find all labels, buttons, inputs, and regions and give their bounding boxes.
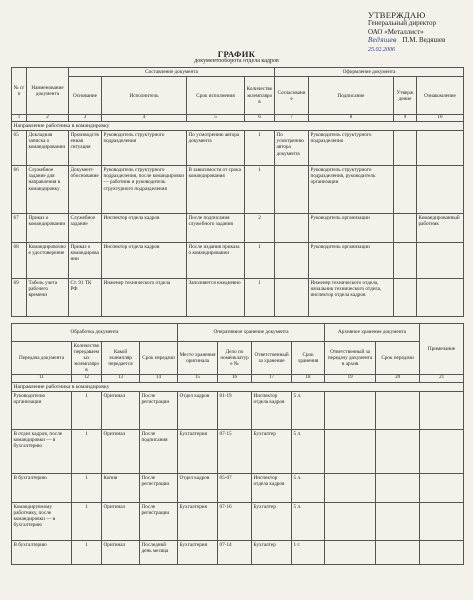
cell: Инженер технического отдела, начальник технического отдела, инспектор отдела кадров (309, 279, 394, 317)
group-operational: Оперативное хранение документа (178, 324, 325, 342)
cell: Копия (102, 473, 140, 502)
col-approval: Утверждение (394, 77, 417, 115)
cell: Инспектор отдела кадров (252, 391, 292, 429)
cell (394, 166, 417, 214)
cell (325, 540, 376, 564)
column-number: 16 (218, 375, 252, 382)
column-number: 5 (187, 115, 245, 122)
col-storage-term: Срок хранения (292, 342, 325, 375)
column-number: 10 (417, 115, 464, 122)
table-row (12, 243, 464, 279)
column-number: 2 (27, 115, 69, 122)
cell: 5 л. (292, 473, 325, 502)
column-number: 12 (72, 375, 102, 382)
column-numbers-row (12, 115, 464, 122)
cell: Последний день месяца (140, 540, 178, 564)
approval-heading: УТВЕРЖДАЮ (368, 10, 426, 20)
section-title: Направление работника в командировку (12, 382, 464, 391)
column-number: 1 (12, 115, 27, 122)
table-row (12, 540, 464, 564)
col-no: № п/п (12, 68, 27, 115)
col-executor: Исполнитель (102, 77, 187, 115)
cell: Приказ о командировании (69, 243, 102, 279)
cell (417, 279, 464, 317)
cell: Командировочное удостоверение (27, 243, 69, 279)
col-transfer: Передача документа (12, 342, 72, 375)
cell (325, 502, 376, 540)
handwritten-signature: Ведяшев (368, 37, 397, 45)
approval-name: П.М. Ведяшев (402, 36, 446, 45)
approval-date: 25.02.2006 (368, 46, 395, 53)
cell: Бухгалтерия (178, 540, 218, 564)
col-which-copy: Какой экземпляр передается (102, 342, 140, 375)
cell (376, 473, 420, 502)
cell: 07-15 (218, 429, 252, 473)
cell: Оригинал (102, 502, 140, 540)
column-number: 18 (292, 375, 325, 382)
schedule-table-top (11, 67, 464, 317)
document-title: ГРАФИК (217, 49, 256, 59)
col-archive-responsible: Ответственный за передачу документа в архив (325, 342, 376, 375)
col-doc-name: Наименование документа (27, 68, 69, 115)
cell (420, 391, 464, 429)
column-number: 20 (376, 375, 420, 382)
col-copies: Количество экземпляров (245, 77, 275, 115)
cell: 1 (72, 540, 102, 564)
cell: 07-16 (218, 502, 252, 540)
cell: После подписания служебного задания (187, 214, 245, 243)
cell: Руководитель структурного подразделения (102, 131, 187, 166)
cell: Бухгалтерия (178, 429, 218, 473)
cell (275, 214, 309, 243)
cell: В отдел кадров, после командировки — в бухгалтерию (12, 429, 72, 473)
cell: Оригинал (102, 429, 140, 473)
column-number: 4 (102, 115, 187, 122)
cell: Руководитель структурного подразделения, руководитель организации (309, 166, 394, 214)
cell (420, 473, 464, 502)
cell (417, 166, 464, 214)
cell: Докладная записка о командировании (27, 131, 69, 166)
table-row (12, 279, 464, 317)
table-row (12, 502, 464, 540)
column-number: 6 (245, 115, 275, 122)
column-number: 14 (140, 375, 178, 382)
cell: 66 (12, 166, 27, 214)
cell: Отдел кадров (178, 391, 218, 429)
group-compose: Составление документа (69, 68, 275, 77)
cell: 1 (245, 243, 275, 279)
cell: 05-07 (218, 473, 252, 502)
cell: Оригинал (102, 540, 140, 564)
cell: 5 л. (292, 502, 325, 540)
column-number: 11 (12, 375, 72, 382)
table-row (12, 131, 464, 166)
col-familiarize: Ознакомление (417, 77, 464, 115)
approval-position: Генеральный директор (368, 19, 436, 28)
cell: Инженер технического отдела (102, 279, 187, 317)
cell (394, 243, 417, 279)
approval-company: ОАО «Металлист» (368, 27, 424, 36)
group-processing: Обработка документа (12, 324, 178, 342)
schedule-table-bottom (11, 323, 464, 565)
column-number: 17 (252, 375, 292, 382)
cell (325, 391, 376, 429)
cell (275, 166, 309, 214)
column-numbers-row (12, 375, 464, 382)
cell: 1 (72, 502, 102, 540)
col-deadline: Срок исполнения (187, 77, 245, 115)
cell: Оригинал (102, 391, 140, 429)
cell: 5 л. (292, 429, 325, 473)
cell: 67 (12, 214, 27, 243)
table-row (12, 429, 464, 473)
cell (376, 391, 420, 429)
cell (394, 279, 417, 317)
column-number: 8 (309, 115, 394, 122)
column-number: 9 (394, 115, 417, 122)
cell: Служебное задание для направления в командировку (27, 166, 69, 214)
col-responsible: Ответственный за хранение (252, 342, 292, 375)
cell: После регистрации (140, 391, 178, 429)
cell (420, 502, 464, 540)
table-row (12, 166, 464, 214)
cell: 1 г. (292, 540, 325, 564)
cell (417, 131, 464, 166)
cell: 1 (245, 279, 275, 317)
cell: Руководитель организации (309, 243, 394, 279)
cell: Бухгалтер (252, 502, 292, 540)
table-row (12, 473, 464, 502)
cell: Инспектор отдела кадров (252, 473, 292, 502)
cell: Руководитель организации (309, 214, 394, 243)
cell: В бухгалтерию (12, 540, 72, 564)
cell (420, 429, 464, 473)
column-number: 21 (420, 375, 464, 382)
column-number: 13 (102, 375, 140, 382)
cell: Командированный работник (417, 214, 464, 243)
cell: По усмотрению автора документа (187, 131, 245, 166)
cell: Ст. 91 ТК РФ (69, 279, 102, 317)
cell: 1 (72, 473, 102, 502)
column-number: 15 (178, 375, 218, 382)
col-qty: Количество передаваемых экземпляров (72, 342, 102, 375)
cell (376, 429, 420, 473)
cell: Руководитель структурного подразделения, после командировки — работник и руководитель структурного подразделения (102, 166, 187, 214)
col-note: Примечание (420, 324, 464, 375)
cell: Руководителю организации (12, 391, 72, 429)
table-row (12, 391, 464, 429)
cell: 5 л. (292, 391, 325, 429)
col-archive-term: Срок передачи (376, 342, 420, 375)
cell: В зависимости от срока командирования (187, 166, 245, 214)
cell (275, 243, 309, 279)
cell: 1 (72, 429, 102, 473)
cell: 65 (12, 131, 27, 166)
cell (394, 214, 417, 243)
group-formalize: Оформление документа (275, 68, 464, 77)
cell: Заполняется ежедневно (187, 279, 245, 317)
cell: 2 (245, 214, 275, 243)
cell: 1 (245, 131, 275, 166)
cell (376, 502, 420, 540)
cell: Документ-обоснование (69, 166, 102, 214)
cell: 01-19 (218, 391, 252, 429)
cell: 07-14 (218, 540, 252, 564)
column-number: 3 (69, 115, 102, 122)
approval-signature-line (368, 36, 445, 45)
col-nomenclature: Дело по номенклатуре № (218, 342, 252, 375)
col-transfer-term: Срок передачи (140, 342, 178, 375)
cell: 1 (245, 166, 275, 214)
col-basis: Основание (69, 77, 102, 115)
approval-stamp (368, 11, 445, 54)
col-agreement: Согласование (275, 77, 309, 115)
cell: Табель учета рабочего времени (27, 279, 69, 317)
cell: Приказ о командировании (27, 214, 69, 243)
cell: После издания приказа о командировании (187, 243, 245, 279)
cell: 68 (12, 243, 27, 279)
cell (420, 540, 464, 564)
cell (325, 429, 376, 473)
group-archive: Архивное хранение документа (325, 324, 420, 342)
cell: 69 (12, 279, 27, 317)
column-number: 7 (275, 115, 309, 122)
cell: Руководитель структурного подразделения (309, 131, 394, 166)
cell: Отдел кадров (178, 473, 218, 502)
cell: После регистрации (140, 502, 178, 540)
cell: Инспектор отдела кадров (102, 214, 187, 243)
cell: Командируемому работнику, после командировки — в бухгалтерию (12, 502, 72, 540)
cell (417, 243, 464, 279)
cell: 1 (72, 391, 102, 429)
cell: После подписания (140, 429, 178, 473)
cell (394, 131, 417, 166)
cell: Бухгалтер (252, 540, 292, 564)
cell: Служебное задание (69, 214, 102, 243)
cell (275, 279, 309, 317)
cell (376, 540, 420, 564)
table-row (12, 214, 464, 243)
cell: Производственная ситуация (69, 131, 102, 166)
column-number: 19 (325, 375, 376, 382)
cell: В бухгалтерию (12, 473, 72, 502)
cell: Бухгалтерия (178, 502, 218, 540)
document-subtitle: документооборота отдела кадров (194, 58, 279, 64)
col-place: Место хранения оригинала (178, 342, 218, 375)
col-signature: Подписание (309, 77, 394, 115)
cell: Бухгалтер (252, 429, 292, 473)
cell: По усмотрению автора документа (275, 131, 309, 166)
cell: Инспектор отдела кадров (102, 243, 187, 279)
section-title: Направление работника в командировку (12, 122, 464, 131)
cell: После регистрации (140, 473, 178, 502)
cell (325, 473, 376, 502)
